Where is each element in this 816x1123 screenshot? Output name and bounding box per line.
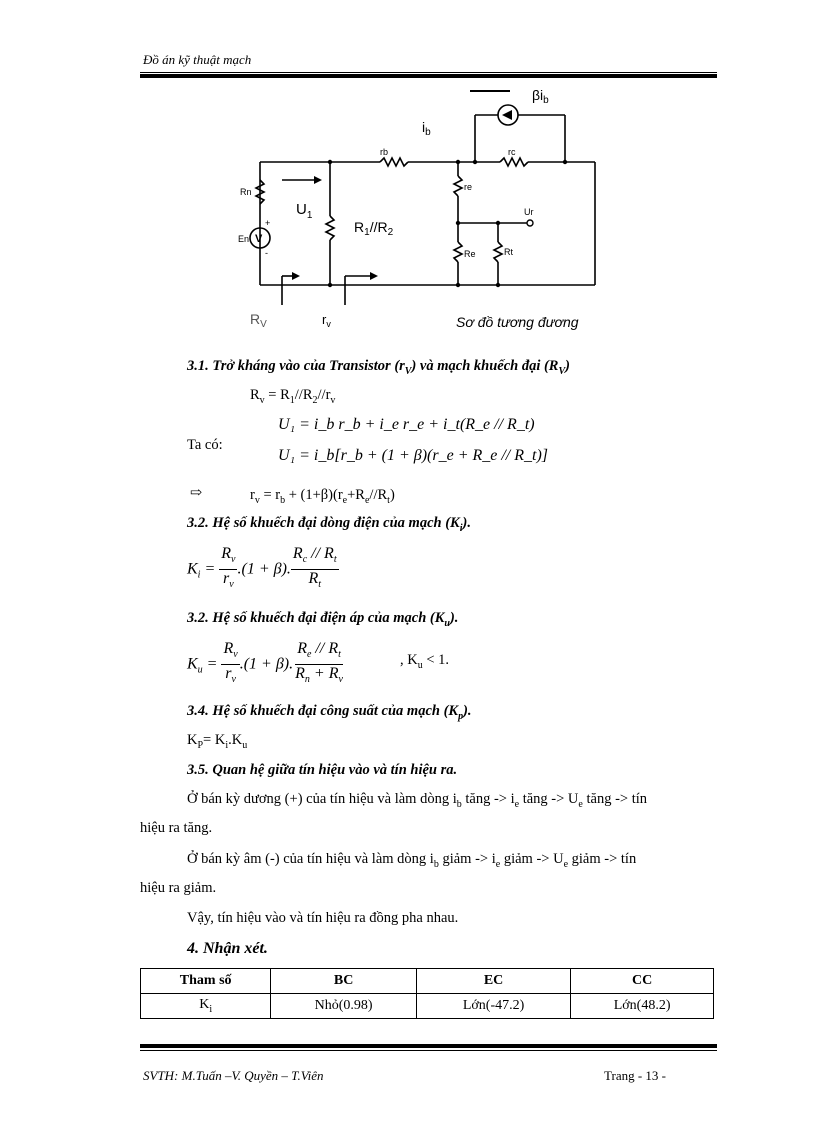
table-cell: Lớn(48.2) [571, 994, 714, 1019]
section-3-2-ki-heading: 3.2. Hệ số khuếch đại dòng điện của mạch $(K_i)$. [187, 515, 471, 534]
kp-formula: $K_P= K_i.K_u$ [187, 732, 248, 751]
section-3-5-heading: 3.5. Quan hệ giữa tín hiệu vào và tín hiệu ra. [187, 762, 458, 778]
table-cell: $K_i$ [141, 994, 271, 1019]
section-3-1-heading: 3.1. Trở kháng vào của Transistor $(r_V)$ và mạch khuếch đại $(R_V)$ [187, 358, 570, 377]
footer-rule-thick [140, 1044, 717, 1048]
diagram-caption: Sơ đồ tương đương [456, 314, 579, 330]
paragraph-2-line-2: hiệu ra giảm. [140, 880, 217, 896]
paragraph-1-line-1: Ở bán kỳ dương (+) của tín hiệu và làm dòng $i_b$ tăng -> $i_e$ tăng -> $U_e$ tăng -> tín [187, 791, 648, 810]
label-re: re [464, 182, 473, 192]
section-4-heading: 4. Nhận xét. [187, 940, 268, 957]
label-beta-ib: $\beta i_b$ [532, 87, 549, 106]
footer-authors: SVTH: M.Tuấn –V. Quyền – T.Viên [143, 1068, 324, 1083]
implies-arrow: ⇨ [190, 485, 203, 501]
header-rule-thin [140, 72, 717, 73]
table-cell: Nhỏ(0.98) [271, 994, 417, 1019]
source-top-bar [470, 90, 510, 92]
label-rv: $r_v$ [322, 312, 331, 329]
header-title: Đồ án kỹ thuật mạch [143, 52, 252, 67]
footer-page-number: Trang - 13 - [604, 1068, 666, 1083]
label-Re: Re [464, 249, 476, 259]
label-U1: $U_1$ [296, 201, 313, 221]
table-header-cell: Tham số [141, 969, 271, 994]
label-R1R2: $R_1//R_2$ [354, 219, 394, 238]
label-plus: + [265, 218, 271, 228]
label-rc: rc [508, 147, 516, 157]
output-terminal [527, 220, 533, 226]
table-cell: Lớn(-47.2) [416, 994, 570, 1019]
comparison-table [140, 968, 714, 1019]
equation-2: U₁ = i_b[r_b + (1 + β)(r_e + R_e // R_t)] [278, 447, 549, 464]
label-minus: - [265, 248, 268, 258]
paragraph-2-line-1: Ở bán kỳ âm (-) của tín hiệu và làm dòng $i_b$ giảm -> $i_e$ giảm -> $U_e$ giảm -> tín [187, 851, 637, 870]
ku-note: , $K_u < 1$. [400, 652, 450, 671]
footer-rule-thin [140, 1050, 717, 1051]
section-3-4-heading: 3.4. Hệ số khuếch đại công suất của mạch $(K_p)$. [187, 703, 472, 722]
ki-formula: $K_i$ = $\frac{R_v}{r_v}$ .(1 + β). $\frac{R_c // R_t}{R_t}$ [187, 545, 337, 591]
label-rb: rb [380, 147, 389, 157]
label-Rn: Rn [240, 187, 252, 197]
equation-1: U₁ = i_b r_b + i_e r_e + i_t(R_e // R_t) [278, 416, 535, 433]
rv-result: $r_v = r_b + (1+\beta)(r_e+R_e//R_t)$ [250, 487, 395, 506]
table-header-cell: BC [271, 969, 417, 994]
section-3-2-ku-heading: 3.2. Hệ số khuếch đại điện áp của mạch $(K_u)$. [187, 610, 459, 629]
table-header-cell: EC [416, 969, 570, 994]
table-row [141, 994, 714, 1019]
label-Rt: Rt [504, 247, 513, 257]
rv-formula: $R_v = R_1//R_2//r_v$ [250, 387, 336, 406]
label-V: V [255, 233, 263, 245]
ku-formula: $K_u$ = $\frac{R_v}{r_v}$ .(1 + β). $\frac{R_e // R_t}{R_n + R_v}$ [187, 640, 343, 686]
label-ib: $i_b$ [422, 119, 431, 138]
paragraph-3: Vậy, tín hiệu vào và tín hiệu ra đồng pha nhau. [187, 910, 459, 926]
paragraph-1-line-2: hiệu ra tăng. [140, 820, 213, 836]
label-Ur: Ur [524, 207, 534, 217]
label-En: En [238, 234, 250, 244]
label-RV: $R_V$ [250, 311, 267, 330]
table-header-row [141, 969, 714, 994]
equivalent-circuit-diagram [230, 80, 610, 335]
ta-co-label: Ta có: [187, 437, 223, 453]
header-rule-thick [140, 74, 717, 78]
table-header-cell: CC [571, 969, 714, 994]
